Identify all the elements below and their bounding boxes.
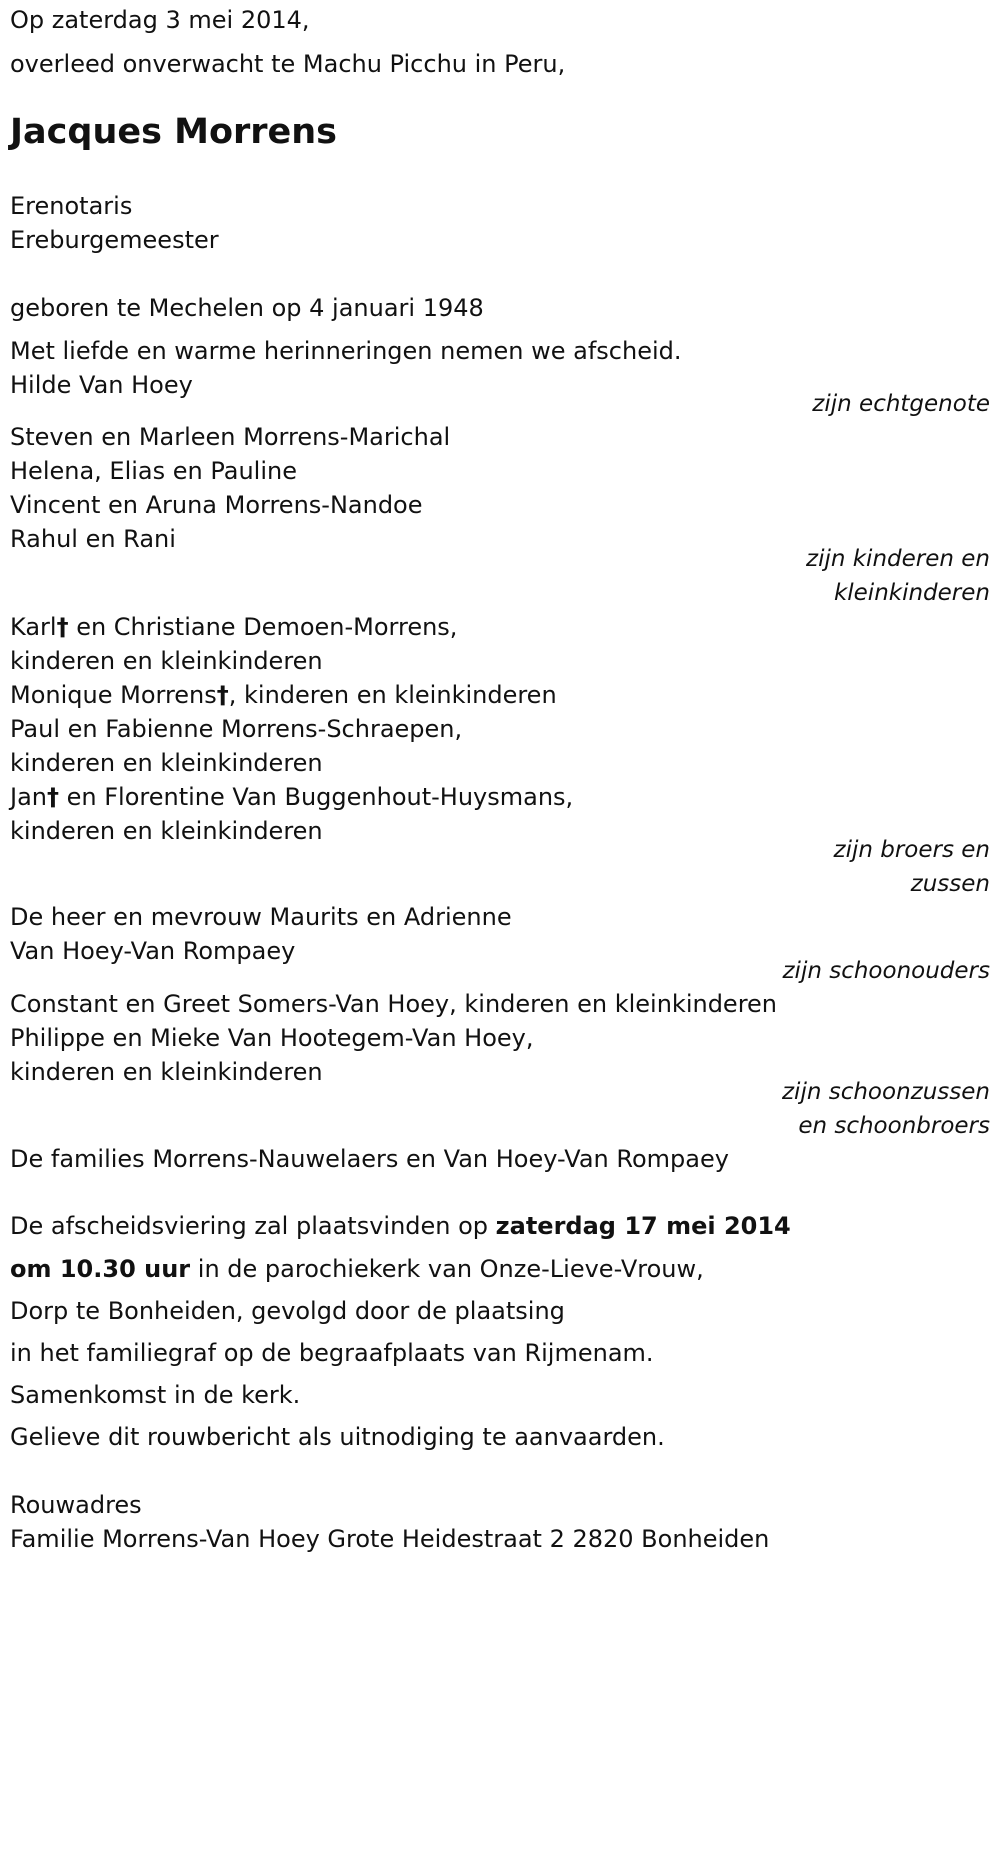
ceremony-line6: Gelieve dit rouwbericht als uitnodiging te aanvaarden.: [10, 1423, 665, 1451]
sibling-line-karl: [10, 611, 457, 643]
deceased-title-mayor: Ereburgemeester: [10, 226, 219, 254]
spouse-role: zijn echtgenote: [812, 391, 990, 417]
cross-icon: †: [56, 613, 69, 641]
sibling-line: kinderen en kleinkinderen: [10, 749, 323, 777]
ceremony-intro: De afscheidsviering zal plaatsvinden op: [10, 1212, 496, 1240]
child-line: Rahul en Rani: [10, 525, 176, 553]
children-role-line2: kleinkinderen: [833, 580, 990, 606]
sibling-name-karl: Karl: [10, 613, 57, 641]
siblings-role-line1: zijn broers en: [833, 837, 990, 863]
sibling-rest-karl: en Christiane Demoen-Morrens,: [68, 613, 458, 641]
parents-in-law-line1: De heer en mevrouw Maurits en Adrienne: [10, 903, 512, 931]
families-line: De families Morrens-Nauwelaers en Van Hoey-Van Rompaey: [10, 1145, 729, 1173]
ceremony-line1: [10, 1210, 791, 1242]
children-role-line1: zijn kinderen en: [806, 546, 990, 572]
ceremony-line4: in het familiegraf op de begraafplaats van Rijmenam.: [10, 1339, 654, 1367]
ceremony-line2: [10, 1253, 704, 1285]
child-line: Vincent en Aruna Morrens-Nandoe: [10, 491, 423, 519]
sibling-name-monique: Monique Morrens: [10, 681, 217, 709]
child-line: Steven en Marleen Morrens-Marichal: [10, 423, 451, 451]
birth-line: geboren te Mechelen op 4 januari 1948: [10, 294, 484, 322]
in-law-line: kinderen en kleinkinderen: [10, 1058, 323, 1086]
siblings-role-line2: zussen: [910, 871, 990, 897]
sibling-name-jan: Jan: [10, 783, 47, 811]
parents-in-law-role: zijn schoonouders: [782, 958, 990, 984]
farewell-line: Met liefde en warme herinneringen nemen we afscheid.: [10, 337, 682, 365]
sibling-line: kinderen en kleinkinderen: [10, 817, 323, 845]
cross-icon: †: [47, 783, 59, 811]
sibling-rest-jan: en Florentine Van Buggenhout-Huysmans,: [59, 783, 574, 811]
in-law-line: Constant en Greet Somers-Van Hoey, kinderen en kleinkinderen: [10, 990, 778, 1018]
in-laws-role-line1: zijn schoonzussen: [781, 1079, 990, 1105]
sibling-rest-monique: , kinderen en kleinkinderen: [228, 681, 557, 709]
ceremony-church: in de parochiekerk van Onze-Lieve-Vrouw,: [190, 1255, 704, 1283]
sibling-line: kinderen en kleinkinderen: [10, 647, 323, 675]
sibling-line: Paul en Fabienne Morrens-Schraepen,: [10, 715, 463, 743]
sibling-line-monique: [10, 679, 557, 711]
address-label: Rouwadres: [10, 1491, 142, 1519]
ceremony-time: om 10.30 uur: [10, 1255, 191, 1283]
child-line: Helena, Elias en Pauline: [10, 457, 297, 485]
intro-date-line: Op zaterdag 3 mei 2014,: [10, 6, 310, 34]
sibling-line-jan: [10, 781, 573, 813]
in-law-line: Philippe en Mieke Van Hootegem-Van Hoey,: [10, 1024, 534, 1052]
spouse-name: Hilde Van Hoey: [10, 371, 193, 399]
parents-in-law-line2: Van Hoey-Van Rompaey: [10, 937, 296, 965]
in-laws-role-line2: en schoonbroers: [798, 1113, 990, 1139]
ceremony-line3: Dorp te Bonheiden, gevolgd door de plaatsing: [10, 1297, 565, 1325]
ceremony-date: zaterdag 17 mei 2014: [495, 1212, 791, 1240]
deceased-title-notary: Erenotaris: [10, 192, 133, 220]
cross-icon: †: [216, 681, 229, 709]
address-value: Familie Morrens-Van Hoey Grote Heidestraat 2 2820 Bonheiden: [10, 1525, 770, 1553]
deceased-name: Jacques Morrens: [10, 112, 337, 152]
ceremony-line5: Samenkomst in de kerk.: [10, 1381, 301, 1409]
intro-place-line: overleed onverwacht te Machu Picchu in Peru,: [10, 50, 566, 78]
